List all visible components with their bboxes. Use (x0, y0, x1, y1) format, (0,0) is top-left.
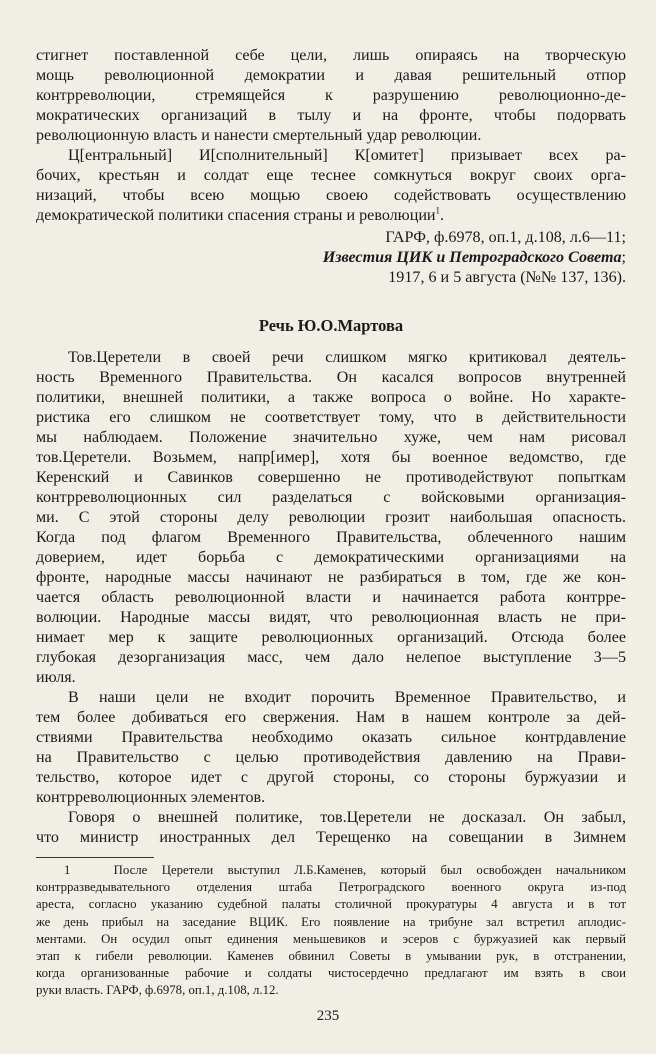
text-line: В наши цели не входит порочить Временное Правительство, и (68, 689, 626, 706)
paragraph-speech-1 (36, 348, 626, 688)
text-line: мократических организаций в тылу и на фронте, чтобы подорвать (36, 107, 626, 124)
citation-line: 1917, 6 и 5 августа (№№ 137, 136). (388, 269, 626, 286)
footnote-line: контрразведывательного отделения штаба Петроградского военного округа из-под (36, 880, 626, 895)
text-line: тем более добиваться его свержения. Нам в нашем контроле за дей- (36, 709, 626, 726)
footnote-line (36, 862, 626, 879)
text-line: стигнет поставленной себе цели, лишь опираясь на творческую (36, 47, 626, 64)
footnote-line: когда организованные рабочие и солдаты чистосердечно предлагают им взять в свои (36, 966, 626, 981)
text-fragment: После Церетели выступил Л.Б.Каменев, который был освобожден начальником (113, 863, 626, 877)
text-line: что министр иностранных дел Терещенко на совещании в Зимнем (36, 829, 626, 846)
text-line: бочих, крестьян и солдат еще теснее сомкнуться вокруг своих орга- (36, 167, 626, 184)
text-line: Когда под флагом Временного Правительства, облеченного нашим (36, 529, 626, 546)
source-citation (36, 228, 626, 288)
text-line: тельство, которое идет с другой стороны, со стороны буржуазии и (36, 769, 626, 786)
text-line: демократической политики спасения страны и революции$^1$. (36, 205, 445, 224)
footnote-line: же день прибыл на заседание ВЦИК. Его появление на трибуне зал встретил аплодис- (36, 914, 626, 929)
footnote-marker: 1 (64, 863, 71, 877)
text-line: Говоря о внешней политике, тов.Церетели не досказал. Он забыл, (68, 809, 626, 826)
text-line: июля. (36, 669, 76, 686)
citation-line (36, 248, 626, 268)
section-heading: Речь Ю.О.Мартова (258, 316, 404, 335)
footnote-divider (36, 857, 154, 858)
footnote-line: этап к гибели революции. Каменев обвинил Советы в умывании рук, в отстранении, (36, 948, 626, 963)
text-line: контрреволюции, стремящейся к разрушению революционно-де- (36, 87, 626, 104)
text-fragment: демократической политики спасения страны и революции (36, 207, 436, 224)
paragraph-continuation (36, 46, 626, 146)
text-line: Ц[ентральный] И[сполнительный] К[омитет] призывает всех ра- (68, 147, 626, 164)
footnote-line: ареста, согласно указанию судебной палаты столичной прокуратуры 4 августа и в тот (36, 897, 626, 912)
footnote (36, 862, 626, 1000)
citation-line: ГАРФ, ф.6978, оп.1, д.108, л.6—11; (385, 229, 626, 246)
text-fragment: ; (621, 249, 626, 266)
page-number: 235 (316, 1008, 340, 1024)
text-line: ность Временного Правительства. Он касался вопросов внутренней (36, 369, 626, 386)
text-line: глубокая дезорганизация масс, чем дало нелепое выступление 3—5 (36, 649, 626, 666)
paragraph-speech-3 (36, 808, 626, 848)
text-line: на Правительство с целью противодействия давлению на Прави- (36, 749, 626, 766)
text-line: нимает мер к защите революционных организаций. Отсюда более (36, 629, 626, 646)
paragraph-speech-2 (36, 688, 626, 808)
text-line: низаций, чтобы всею мощью своею содействовать осуществлению (36, 187, 626, 204)
footnote-line: руки власть. ГАРФ, ф.6978, оп.1, д.108, л.12. (36, 983, 279, 998)
text-line: революционную власть и нанести смертельный удар революции. (36, 127, 482, 144)
text-line: доверием, идет борьба с демократическими организациями на (36, 549, 626, 566)
text-line: мощь революционной демократии и давая решительный отпор (36, 67, 626, 84)
text-line: ствиями Правительства необходимо оказать сильное контрдавление (36, 729, 626, 746)
text-line: политики, внешней политики, а также вопроса о войне. Но характе- (36, 389, 626, 406)
publication-title: Известия ЦИК и Петроградского Совета (322, 249, 622, 266)
text-line: Тов.Церетели в своей речи слишком мягко критиковал деятель- (68, 349, 626, 366)
text-line: волюции. Народные массы видят, что революционная власть не при- (36, 609, 626, 626)
text-line: Керенский и Савинков совершенно не противодействуют попыткам (36, 469, 626, 486)
text-line: тов.Церетели. Возьмем, напр[имер], хотя бы военное ведомство, где (36, 449, 626, 466)
text-line: ристика его слишком не соответствует тому, что в действительности (36, 409, 626, 426)
text-line: мы наблюдаем. Положение значительно хуже, чем нам рисовал (36, 429, 626, 446)
paragraph-appeal (36, 146, 626, 226)
text-line: контрреволюционных сил разделаться с войсковыми организация- (36, 489, 626, 506)
text-line: ми. С этой стороны делу революции грозит наибольшая опасность. (36, 509, 626, 526)
footnote-line: ментами. Он осудил опыт единения меньшевиков и эсеров с буржуазией как первый (36, 931, 626, 946)
text-line: контрреволюционных элементов. (36, 789, 266, 806)
text-line: чается область революционной власти и начинается работа контрре- (36, 589, 626, 606)
text-line: фронте, народные массы начинают не разбираться в том, где же кон- (36, 569, 626, 586)
footnote-reference: 1 (435, 205, 441, 216)
